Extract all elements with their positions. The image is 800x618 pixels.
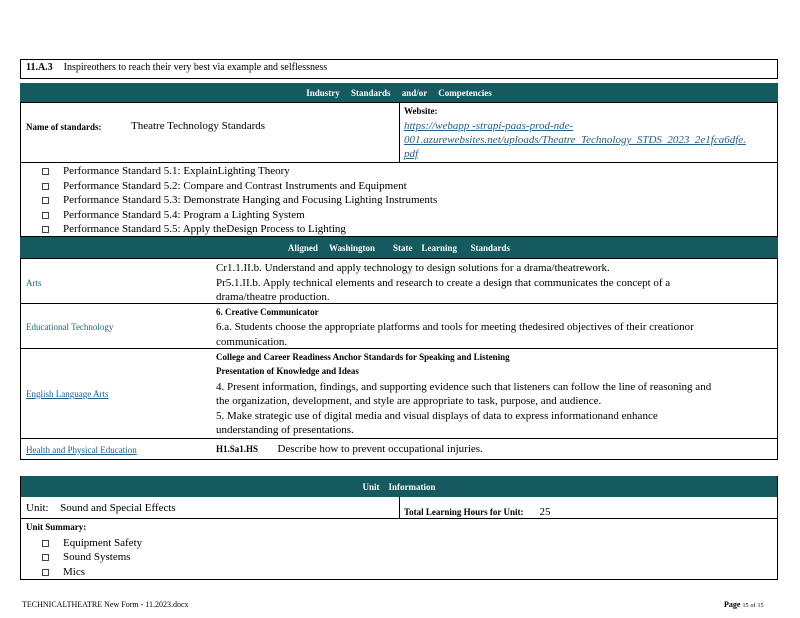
edtech-heading: 6. Creative Communicator (216, 307, 319, 317)
unit-label: Unit: (26, 502, 49, 514)
summary-bottom-border (20, 579, 778, 580)
standard-code: 11.A.3 (26, 62, 53, 73)
bullet-icon (42, 183, 49, 190)
page-number: 15 (742, 603, 749, 609)
unit-hours (404, 502, 551, 520)
bullet-icon (42, 168, 49, 175)
washington-band (20, 237, 778, 258)
performance-standard-item: Performance Standard 5.2: Compare and Contrast Instruments and Equipment (42, 180, 407, 192)
performance-standard-item: Performance Standard 5.1: ExplainLighting Theory (42, 165, 290, 177)
name-of-standards-value: Theatre Technology Standards (131, 120, 266, 132)
ela-heading-1: College and Career Readiness Anchor Standards for Speaking and Listening (216, 352, 510, 362)
arts-line-1: Cr1.1.II.b. Understand and apply technology to design solutions for a drama/theatrework. (216, 262, 610, 274)
summary-item: Equipment Safety (42, 537, 142, 549)
health-standard (216, 443, 483, 455)
summary-left-border (20, 497, 21, 580)
bullet-icon (42, 569, 49, 576)
ela-line-2: the organization, development, and style are appropriate to task, purpose, and audience. (216, 395, 602, 407)
performance-standard-item: Performance Standard 5.4: Program a Lighting System (42, 209, 305, 221)
row-divider (20, 348, 778, 349)
health-code: H1.Sa1.HS (216, 444, 259, 454)
standard-text: Inspireothers to reach their very best via example and selflessness (63, 62, 328, 73)
page-total: 15 (757, 603, 764, 609)
footer-doc-name: TECHNICALTHEATRE New Form - 11.2023.docx (22, 600, 189, 609)
edtech-line-2: communication. (216, 336, 288, 348)
ela-label[interactable]: English Language Arts (26, 389, 109, 399)
page-of: of (750, 603, 756, 609)
edtech-line-1: 6.a. Students choose the appropriate platforms and tools for meeting thedesired objectives of their creationor (216, 321, 694, 333)
ela-line-4: understanding of presentations. (216, 424, 354, 436)
website-link-line-2[interactable]: 001.azurewebsites.net/uploads/Theatre_Technology_STDS_2023_2e1fca6dfe. (404, 134, 746, 146)
footer-page (724, 600, 763, 609)
arts-label: Arts (26, 278, 42, 288)
row-divider (20, 438, 778, 439)
unit-value: Sound and Special Effects (60, 502, 176, 514)
hours-value: 25 (539, 506, 551, 518)
row-divider (20, 303, 778, 304)
unit-info-band-title: Unit Information (362, 481, 436, 492)
page-label: Page (724, 600, 741, 609)
summary-item: Mics (42, 566, 85, 578)
unit-name (26, 502, 176, 514)
arts-line-3: drama/theatre production. (216, 291, 330, 303)
bullet-icon (42, 197, 49, 204)
bullet-icon (42, 540, 49, 547)
bullet-icon (42, 554, 49, 561)
ela-line-3: 5. Make strategic use of digital media and visual displays of data to express informationand enhance (216, 410, 658, 422)
performance-standard-item: Performance Standard 5.3: Demonstrate Hanging and Focusing Lighting Instruments (42, 194, 437, 206)
unit-info-band (20, 476, 778, 497)
ela-line-1: 4. Present information, findings, and supporting evidence such that listeners can follow the line of reasoning and (216, 381, 712, 393)
unit-info-vdivider (399, 497, 400, 519)
industry-vdivider (399, 102, 400, 162)
top-row-text (26, 62, 327, 73)
bullet-icon (42, 226, 49, 233)
website-link-line-3[interactable]: pdf (404, 148, 419, 160)
industry-divider (20, 162, 778, 163)
health-text: Describe how to prevent occupational injuries. (277, 443, 483, 455)
unit-summary-label: Unit Summary: (26, 522, 87, 532)
name-of-standards-label: Name of standards: (26, 122, 102, 132)
industry-band (20, 83, 778, 102)
industry-band-title: Industry Standards and/or Competencies (306, 87, 492, 98)
ela-heading-2: Presentation of Knowledge and Ideas (216, 366, 359, 376)
arts-line-2: Pr5.1.II.b. Apply technical elements and research to create a design that communicates the concept of a (216, 277, 671, 289)
unit-info-left-edge (20, 476, 21, 498)
summary-item: Sound Systems (42, 551, 131, 563)
edtech-label: Educational Technology (26, 322, 114, 332)
washington-band-title: Aligned Washington State Learning Standards (287, 242, 511, 253)
summary-right-border (777, 476, 778, 580)
hours-label: Total Learning Hours for Unit: (404, 507, 524, 517)
bullet-icon (42, 212, 49, 219)
website-label: Website: (404, 106, 438, 116)
website-link-line-1[interactable]: https://webapp -strapi-paas-prod-nde- (404, 120, 574, 132)
performance-standard-item: Performance Standard 5.5: Apply theDesign Process to Lighting (42, 223, 346, 235)
health-label[interactable]: Health and Physical Education (26, 445, 137, 455)
